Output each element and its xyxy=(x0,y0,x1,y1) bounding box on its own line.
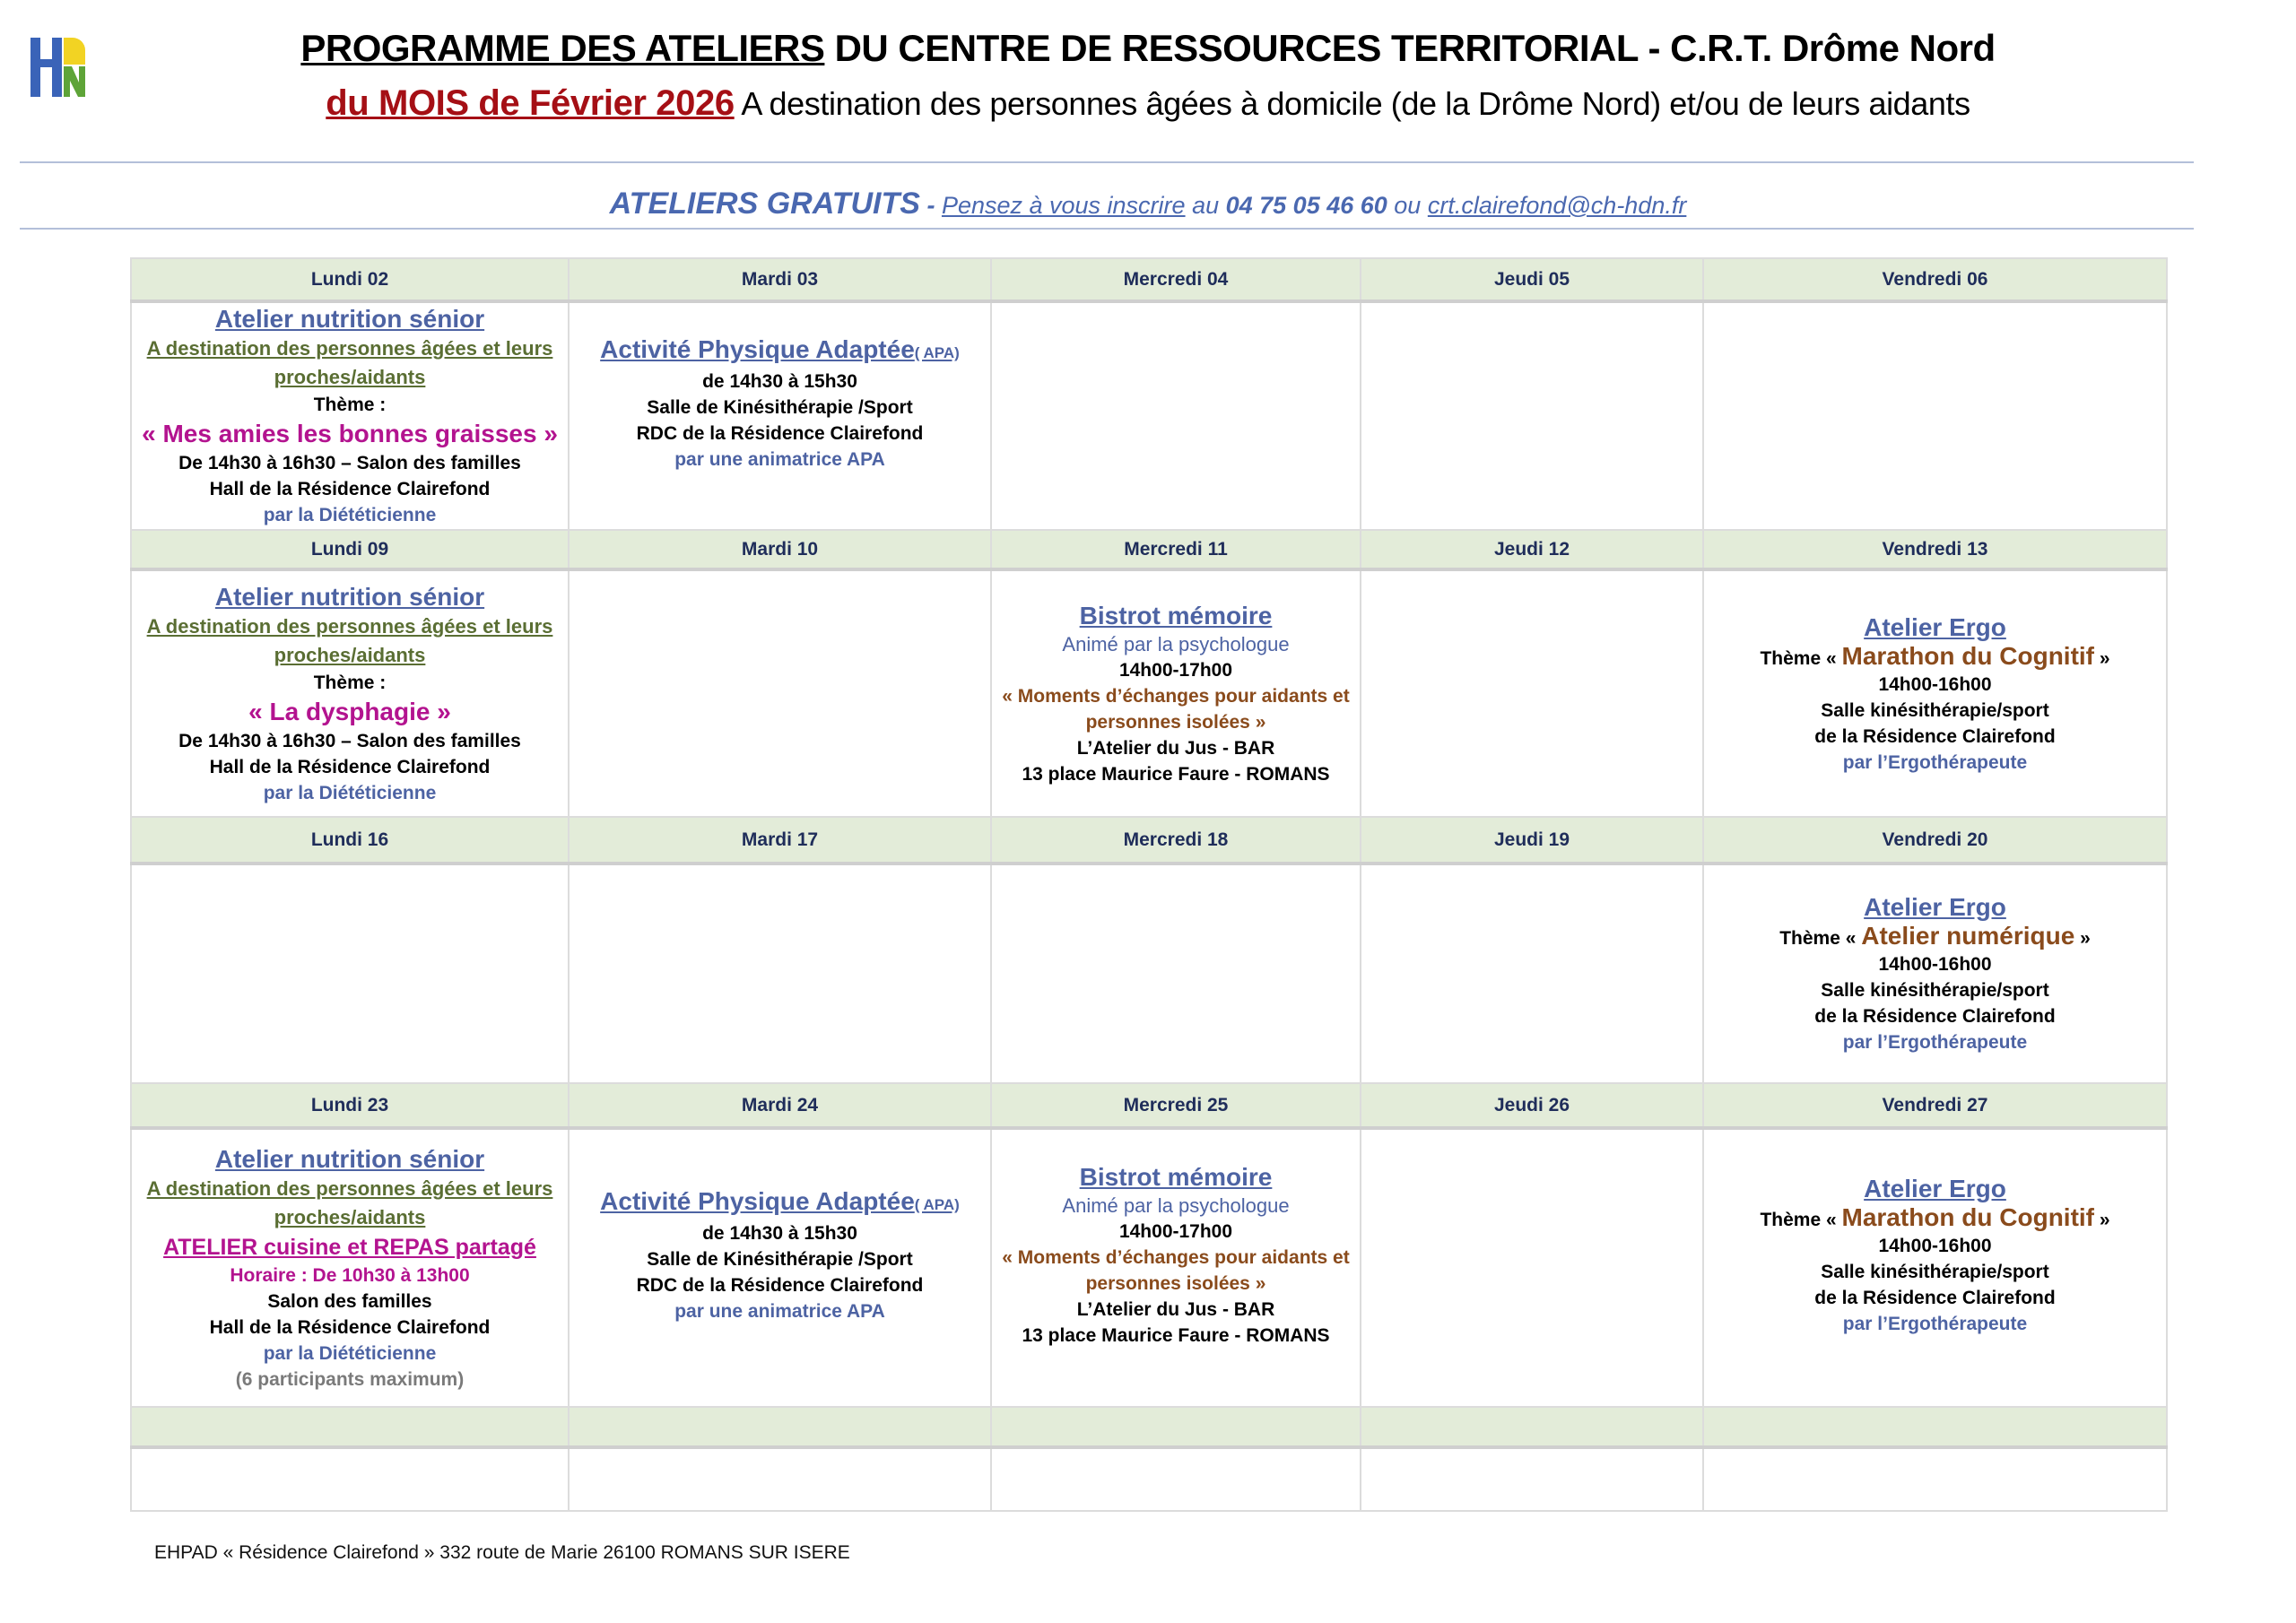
day-cell-empty xyxy=(991,301,1361,530)
hall: Hall de la Résidence Clairefond xyxy=(209,1316,491,1338)
theme-line: « Moments d’échanges pour aidants et xyxy=(1002,1246,1350,1268)
register-link[interactable]: Pensez à vous inscrire xyxy=(941,192,1186,219)
day-header: Lundi 16 xyxy=(131,817,569,864)
activity-title[interactable]: Bistrot mémoire xyxy=(1079,601,1273,629)
address: 13 place Maurice Faure - ROMANS xyxy=(1022,1324,1330,1346)
week-body-row xyxy=(131,301,2167,530)
day-header-empty xyxy=(991,1407,1361,1447)
host: Animé par la psychologue xyxy=(1062,632,1290,655)
day-cell-vendredi-27 xyxy=(1703,1128,2167,1407)
day-cell-empty xyxy=(1361,569,1703,817)
week-body-row xyxy=(131,1128,2167,1407)
day-cell-empty xyxy=(1361,864,1703,1083)
day-header: Vendredi 27 xyxy=(1703,1083,2167,1128)
room: Salle kinésithérapie/sport xyxy=(1821,1261,2049,1282)
day-cell-empty xyxy=(131,864,569,1083)
day-header: Mercredi 25 xyxy=(991,1083,1361,1128)
day-cell-empty xyxy=(1703,1447,2167,1511)
facilitator: par une animatrice APA xyxy=(674,448,885,470)
audience-line: A destination des personnes âgées et leurs xyxy=(146,614,553,638)
day-header: Lundi 09 xyxy=(131,530,569,569)
theme-label: Thème : xyxy=(313,395,387,415)
day-header-empty xyxy=(1703,1407,2167,1447)
hall: Hall de la Résidence Clairefond xyxy=(209,756,491,777)
theme-text: Marathon du Cognitif xyxy=(1841,641,2095,670)
audience-line: A destination des personnes âgées et leurs xyxy=(146,337,553,360)
facilitator: par l’Ergothérapeute xyxy=(1842,751,2028,773)
theme-line xyxy=(1709,923,2161,951)
room: Salle de Kinésithérapie /Sport xyxy=(647,1248,913,1270)
theme-text: « La dysphagie » xyxy=(248,697,451,725)
theme-line: personnes isolées » xyxy=(1085,1272,1266,1294)
audience-line: proches/aidants xyxy=(274,1205,426,1228)
activity-title-text: Activité Physique Adaptée xyxy=(600,334,915,363)
page-title xyxy=(0,27,2296,70)
host: Animé par la psychologue xyxy=(1062,1193,1290,1217)
activity-title-suffix: ( APA) xyxy=(914,1195,960,1213)
week-body-row-empty xyxy=(131,1447,2167,1511)
audience-line: proches/aidants xyxy=(274,366,426,388)
day-header: Jeudi 26 xyxy=(1361,1083,1703,1128)
day-header: Vendredi 13 xyxy=(1703,530,2167,569)
day-header: Mardi 24 xyxy=(569,1083,991,1128)
activity-title[interactable] xyxy=(600,1186,960,1220)
facilitator: par la Diététicienne xyxy=(263,782,437,803)
activity-title[interactable] xyxy=(600,334,960,369)
day-header: Mardi 10 xyxy=(569,530,991,569)
phone-number[interactable]: 04 75 05 46 60 xyxy=(1225,192,1387,219)
salon: Salon des familles xyxy=(267,1290,432,1312)
au-text: au xyxy=(1185,192,1226,219)
theme-prefix: Thème « xyxy=(1779,928,1862,949)
theme-prefix: Thème « xyxy=(1760,647,1842,669)
workshop-calendar xyxy=(130,257,2168,1512)
theme-line: personnes isolées » xyxy=(1085,711,1266,733)
day-header: Jeudi 05 xyxy=(1361,258,1703,301)
week-header-row xyxy=(131,530,2167,569)
day-cell-empty xyxy=(991,864,1361,1083)
floor: RDC de la Résidence Clairefond xyxy=(636,422,924,444)
day-header: Mardi 17 xyxy=(569,817,991,864)
day-cell-vendredi-20 xyxy=(1703,864,2167,1083)
day-cell-lundi-23 xyxy=(131,1128,569,1407)
theme-text: ATELIER cuisine et REPAS partagé xyxy=(163,1234,536,1260)
day-header: Jeudi 19 xyxy=(1361,817,1703,864)
spacer xyxy=(575,1324,985,1350)
theme-line xyxy=(1709,1204,2161,1233)
day-header: Vendredi 20 xyxy=(1703,817,2167,864)
facilitator: par une animatrice APA xyxy=(674,1300,885,1322)
theme-line: « Moments d’échanges pour aidants et xyxy=(1002,685,1350,707)
theme-line xyxy=(1709,643,2161,672)
activity-title[interactable]: Atelier nutrition sénior xyxy=(214,1144,485,1173)
footer-address: EHPAD « Résidence Clairefond » 332 route de Marie 26100 ROMANS SUR ISERE xyxy=(154,1542,850,1563)
title-rest: DU CENTRE DE RESSOURCES TERRITORIAL - C.R.T. Drôme Nord xyxy=(824,27,1996,69)
ou-text: ou xyxy=(1387,192,1428,219)
day-cell-empty xyxy=(569,569,991,817)
time: 14h00-17h00 xyxy=(1118,659,1233,681)
day-cell-empty xyxy=(1361,301,1703,530)
day-header: Mardi 03 xyxy=(569,258,991,301)
spacer xyxy=(1709,1337,2161,1363)
capacity: (6 participants maximum) xyxy=(235,1368,465,1390)
free-label: ATELIERS GRATUITS xyxy=(609,187,920,221)
month-label: du MOIS de Février 2026 xyxy=(326,83,735,123)
activity-title[interactable]: Atelier Ergo xyxy=(1864,1174,2006,1202)
theme-label: Thème : xyxy=(313,672,387,693)
day-header: Mercredi 18 xyxy=(991,817,1361,864)
day-cell-lundi-09 xyxy=(131,569,569,817)
day-header: Mercredi 11 xyxy=(991,530,1361,569)
day-cell-vendredi-13 xyxy=(1703,569,2167,817)
day-header: Jeudi 12 xyxy=(1361,530,1703,569)
activity-title-text: Activité Physique Adaptée xyxy=(600,1186,915,1215)
facilitator: par la Diététicienne xyxy=(263,505,437,525)
day-cell-empty xyxy=(569,864,991,1083)
week-header-row xyxy=(131,1083,2167,1128)
address: 13 place Maurice Faure - ROMANS xyxy=(1022,763,1330,785)
theme-text: Atelier numérique xyxy=(1861,922,2075,950)
day-cell-empty xyxy=(569,1447,991,1511)
spacer xyxy=(575,473,985,499)
theme-suffix: » xyxy=(2094,1209,2110,1230)
place: de la Résidence Clairefond xyxy=(1814,725,2056,747)
day-header-empty xyxy=(1361,1407,1703,1447)
facilitator: par l’Ergothérapeute xyxy=(1842,1032,2028,1053)
week-body-row xyxy=(131,569,2167,817)
room: Salle kinésithérapie/sport xyxy=(1821,699,2049,721)
email-link[interactable]: crt.clairefond@ch-hdn.fr xyxy=(1427,192,1687,219)
time: 14h00-16h00 xyxy=(1878,1235,1992,1256)
room: Salle kinésithérapie/sport xyxy=(1821,980,2049,1001)
hall: Hall de la Résidence Clairefond xyxy=(209,479,491,499)
title-underlined: PROGRAMME DES ATELIERS xyxy=(300,27,825,69)
activity-title[interactable]: Bistrot mémoire xyxy=(1079,1162,1273,1191)
audience-line: A destination des personnes âgées et leurs xyxy=(146,1176,553,1200)
week-header-row xyxy=(131,817,2167,864)
time: 14h00-17h00 xyxy=(1118,1220,1233,1242)
audience-line: proches/aidants xyxy=(274,643,426,666)
theme-text: Marathon du Cognitif xyxy=(1841,1202,2095,1231)
day-header: Lundi 02 xyxy=(131,258,569,301)
activity-title-suffix: ( APA) xyxy=(914,343,960,361)
venue: L’Atelier du Jus - BAR xyxy=(1076,737,1275,759)
venue: L’Atelier du Jus - BAR xyxy=(1076,1298,1275,1320)
day-cell-mercredi-11 xyxy=(991,569,1361,817)
day-cell-lundi-02 xyxy=(131,301,569,530)
day-cell-empty xyxy=(1361,1128,1703,1407)
day-cell-empty xyxy=(1703,301,2167,530)
facilitator: par l’Ergothérapeute xyxy=(1842,1313,2028,1334)
registration-banner xyxy=(0,187,2296,221)
time: de 14h30 à 15h30 xyxy=(702,1222,857,1244)
separator: - xyxy=(919,192,942,219)
day-cell-mardi-03 xyxy=(569,301,991,530)
place: de la Résidence Clairefond xyxy=(1814,1006,2056,1027)
time: de 14h30 à 15h30 xyxy=(702,370,857,392)
day-cell-mercredi-25 xyxy=(991,1128,1361,1407)
day-cell-empty xyxy=(991,1447,1361,1511)
floor: RDC de la Résidence Clairefond xyxy=(636,1274,924,1296)
audience-label: A destination des personnes âgées à domicile (de la Drôme Nord) et/ou de leurs aidants xyxy=(734,85,1970,122)
time: 14h00-16h00 xyxy=(1878,673,1992,695)
day-header: Lundi 23 xyxy=(131,1083,569,1128)
activity-title[interactable]: Atelier Ergo xyxy=(1864,893,2006,921)
activity-title[interactable]: Atelier nutrition sénior xyxy=(214,305,485,333)
facilitator: par la Diététicienne xyxy=(263,1342,437,1364)
place: de la Résidence Clairefond xyxy=(1814,1287,2056,1308)
time-place: De 14h30 à 16h30 – Salon des familles xyxy=(178,730,521,751)
week-body-row xyxy=(131,864,2167,1083)
theme-text: « Mes amies les bonnes graisses » xyxy=(142,420,558,447)
divider-top xyxy=(20,161,2194,163)
divider-bottom xyxy=(20,228,2194,230)
day-header: Vendredi 06 xyxy=(1703,258,2167,301)
schedule: Horaire : De 10h30 à 13h00 xyxy=(230,1264,470,1286)
week-header-row-empty xyxy=(131,1407,2167,1447)
time: 14h00-16h00 xyxy=(1878,954,1992,975)
room: Salle de Kinésithérapie /Sport xyxy=(647,396,913,418)
activity-title[interactable]: Atelier nutrition sénior xyxy=(214,582,485,611)
day-cell-empty xyxy=(131,1447,569,1511)
day-cell-mardi-24 xyxy=(569,1128,991,1407)
theme-suffix: » xyxy=(2074,928,2091,949)
spacer xyxy=(997,1349,1354,1375)
day-cell-empty xyxy=(1361,1447,1703,1511)
day-header-empty xyxy=(131,1407,569,1447)
week-header-row xyxy=(131,258,2167,301)
page-subtitle xyxy=(0,83,2296,124)
activity-title[interactable]: Atelier Ergo xyxy=(1864,612,2006,641)
day-header-empty xyxy=(569,1407,991,1447)
time-place: De 14h30 à 16h30 – Salon des familles xyxy=(178,453,521,473)
theme-suffix: » xyxy=(2094,647,2110,669)
theme-prefix: Thème « xyxy=(1760,1209,1842,1230)
day-header: Mercredi 04 xyxy=(991,258,1361,301)
